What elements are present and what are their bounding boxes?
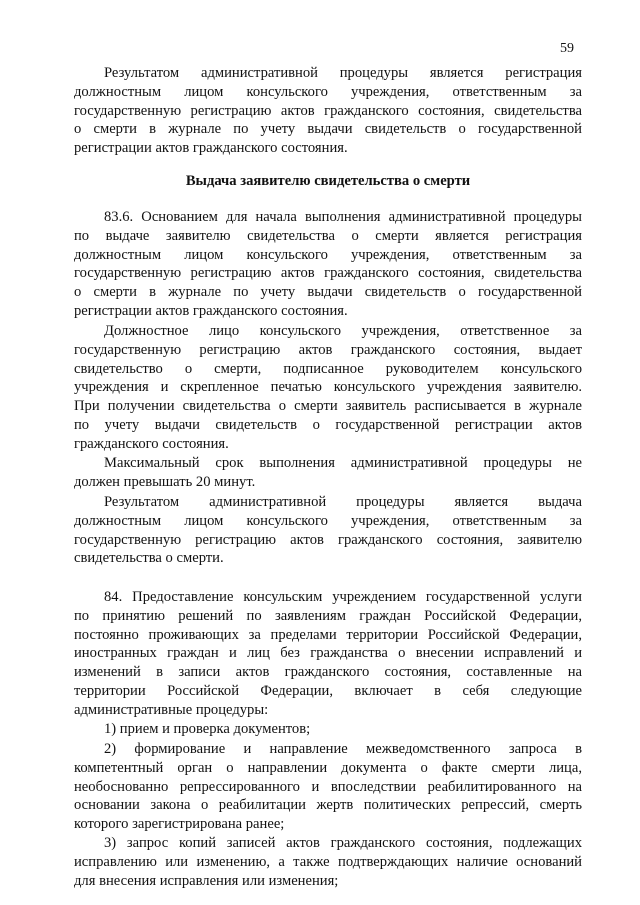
text-line: необоснованно репрессированного и впоследствии реабилитированного на bbox=[74, 778, 582, 795]
text-line: государственную регистрацию актов гражданского состояния, заявителю bbox=[74, 531, 582, 548]
text-line: должностным лицом консульского учреждения, ответственным за bbox=[74, 512, 582, 529]
text-line: компетентный орган о направлении документа о факте смерти лица, bbox=[74, 759, 582, 776]
text-line: свидетельства о смерти. bbox=[74, 550, 224, 567]
text-line: для внесения исправления или изменения; bbox=[74, 872, 339, 889]
text-line: Должностное лицо консульского учреждения, ответственное за bbox=[104, 323, 582, 339]
text-line: государственную регистрацию актов гражданского состояния, свидетельства bbox=[74, 265, 582, 282]
text-line: 84. Предоставление консульским учреждением государственной услуги bbox=[104, 589, 582, 605]
text-line: территории Российской Федерации, включает в себя следующие bbox=[74, 682, 582, 699]
text-line: свидетельство о смерти, подписанное руководителем консульского bbox=[74, 360, 582, 377]
paragraph-result-registration bbox=[74, 64, 582, 158]
text-line: иностранных граждан и лиц без гражданства о внесении исправлений и bbox=[74, 645, 582, 662]
text-line: 3) запрос копий записей актов гражданского состояния, подлежащих bbox=[104, 835, 582, 851]
text-line: по учету выдачи свидетельств о государственной регистрации актов bbox=[74, 416, 582, 433]
text-line: исправлению или изменению, а также подтверждающих наличие оснований bbox=[74, 853, 582, 870]
text-line: Максимальный срок выполнения административной процедуры не bbox=[104, 455, 582, 471]
list-item-2 bbox=[74, 740, 582, 834]
text-line: о смерти в журнале по учету выдачи свидетельств о государственной bbox=[74, 121, 582, 138]
paragraph-83-6 bbox=[74, 208, 582, 321]
text-line: регистрации актов гражданского состояния. bbox=[74, 140, 348, 157]
section-heading: Выдача заявителю свидетельства о смерти bbox=[185, 173, 471, 189]
text-line: 2) формирование и направление межведомственного запроса в bbox=[104, 741, 582, 757]
text-line: регистрации актов гражданского состояния. bbox=[74, 302, 348, 319]
text-line: 83.6. Основанием для начала выполнения административной процедуры bbox=[104, 209, 582, 225]
text-line: Результатом административной процедуры является регистрация bbox=[104, 65, 582, 81]
text-line: по выдаче заявителю свидетельства о смерти является регистрация bbox=[74, 227, 582, 244]
paragraph-result-issue bbox=[74, 493, 582, 568]
text-line: гражданского состояния. bbox=[74, 435, 229, 452]
text-line: о смерти в журнале по учету выдачи свидетельств о государственной bbox=[74, 284, 582, 301]
text-line: государственную регистрацию актов гражданского состояния, выдает bbox=[74, 341, 582, 358]
text-line: постоянно проживающих за пределами территории Российской Федерации, bbox=[74, 626, 582, 643]
text-line: по принятию решений по заявлениям граждан Российской Федерации, bbox=[74, 607, 582, 624]
text-line: государственную регистрацию актов гражданского состояния, свидетельства bbox=[74, 102, 582, 119]
page-number: 59 bbox=[560, 41, 574, 56]
text-line: При получении свидетельства о смерти заявитель расписывается в журнале bbox=[74, 398, 582, 415]
paragraph-max-time bbox=[74, 454, 582, 492]
text-line: должен превышать 20 минут. bbox=[74, 473, 256, 490]
text-line: должностным лицом консульского учреждения, ответственным за bbox=[74, 83, 582, 100]
text-line: Результатом административной процедуры является выдача bbox=[104, 494, 582, 510]
text-line: которого зарегистрирована ранее; bbox=[74, 816, 285, 833]
text-line: изменений в записи актов гражданского состояния, составленные на bbox=[74, 664, 582, 681]
list-item-3 bbox=[74, 834, 582, 890]
text-line: учреждения и скрепленное печатью консульского учреждения заявителю. bbox=[74, 379, 582, 396]
list-item-1 bbox=[74, 720, 582, 739]
text-line: административные процедуры: bbox=[74, 701, 269, 718]
text-line: основании закона о реабилитации жертв политических репрессий, смерть bbox=[74, 797, 582, 814]
paragraph-84 bbox=[74, 588, 582, 720]
text-line: 1) прием и проверка документов; bbox=[104, 721, 311, 737]
text-line: должностным лицом консульского учреждения, ответственным за bbox=[74, 246, 582, 263]
paragraph-official-issues bbox=[74, 322, 582, 454]
